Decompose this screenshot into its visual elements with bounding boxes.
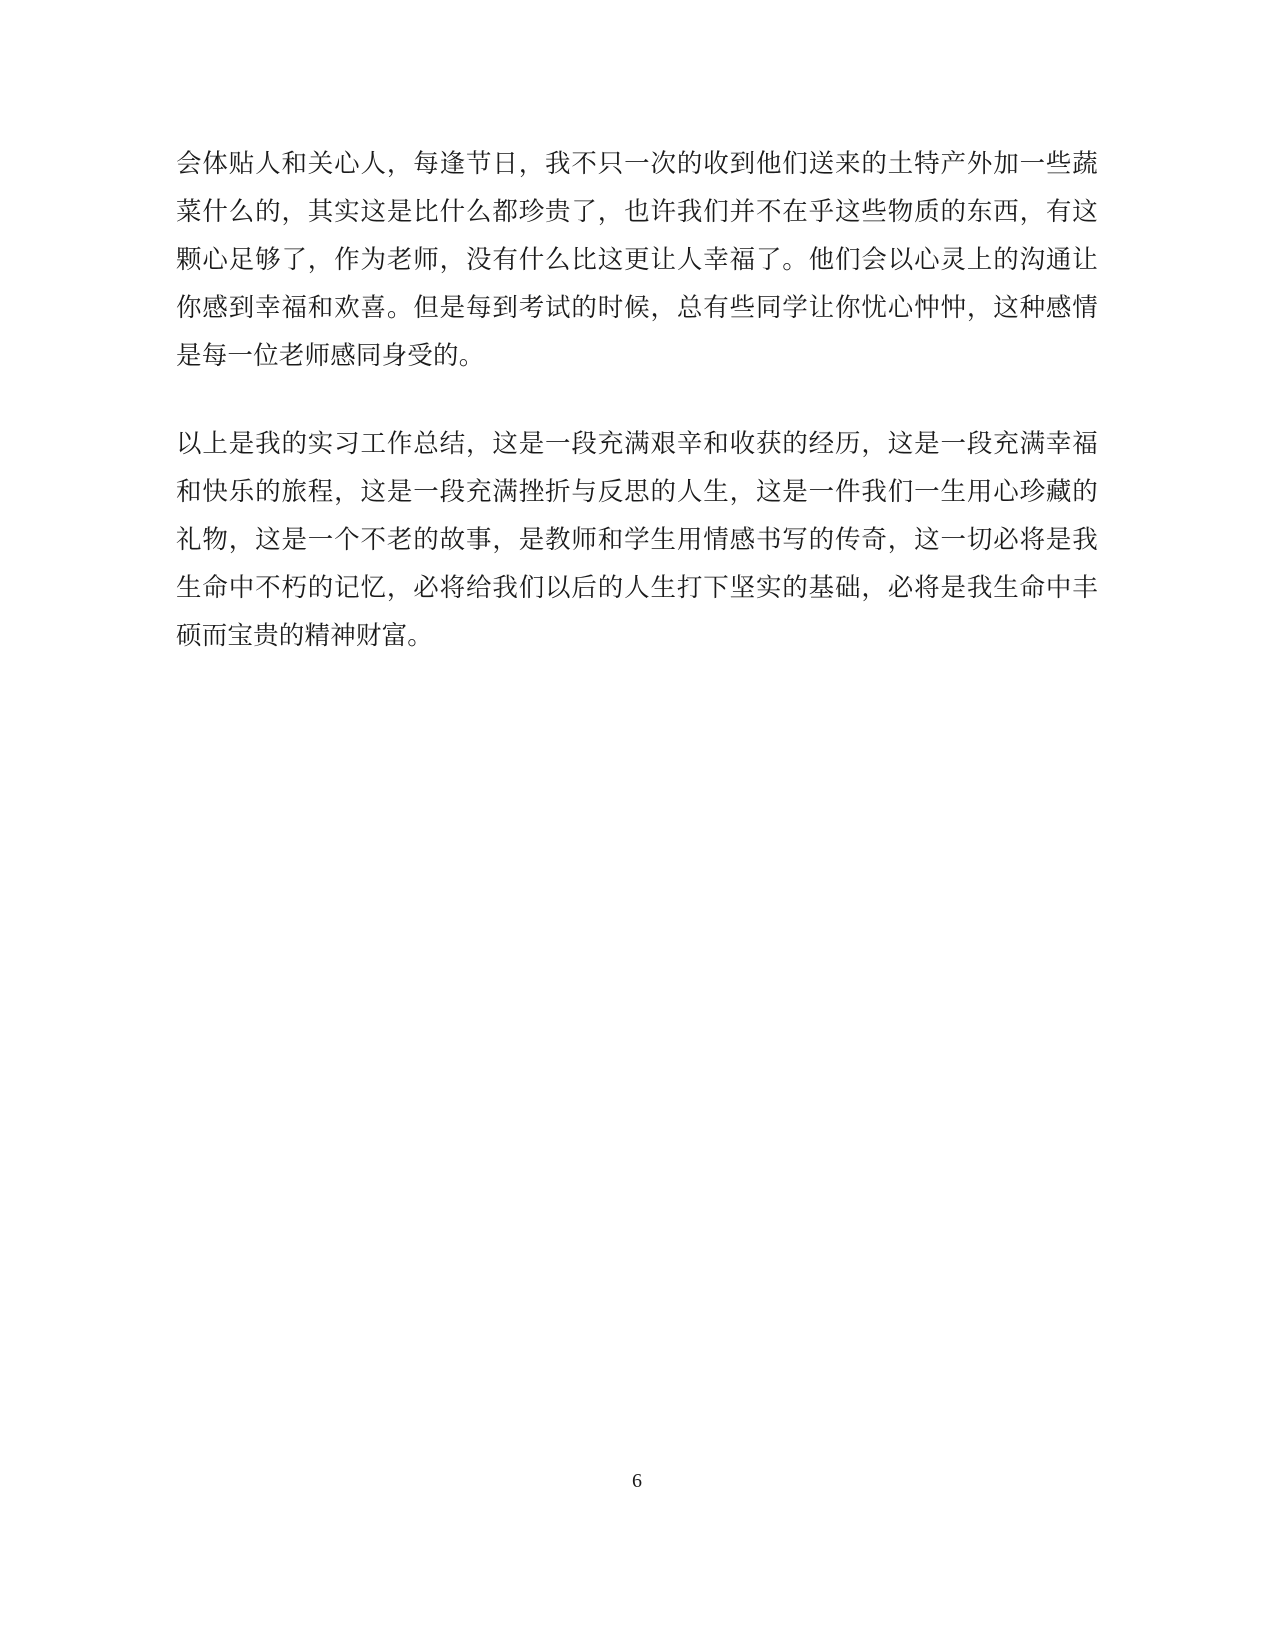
page-number: 6 (632, 1470, 642, 1492)
paragraph-1: 会体贴人和关心人，每逢节日，我不只一次的收到他们送来的土特产外加一些蔬菜什么的，其实这是比什么都珍贵了，也许我们并不在乎这些物质的东西，有这颗心足够了，作为老师，没有什么比这更让人幸福了。他们会以心灵上的沟通让你感到幸福和欢喜。但是每到考试的时候，总有些同学让你忧心忡忡，这种感情是每一位老师感同身受的。 (176, 149, 1098, 370)
document-body (176, 140, 1098, 660)
paragraph-2: 以上是我的实习工作总结，这是一段充满艰辛和收获的经历，这是一段充满幸福和快乐的旅程，这是一段充满挫折与反思的人生，这是一件我们一生用心珍藏的礼物，这是一个不老的故事，是教师和学生用情感书写的传奇，这一切必将是我生命中不朽的记忆，必将给我们以后的人生打下坚实的基础，必将是我生命中丰硕而宝贵的精神财富。 (176, 429, 1098, 650)
